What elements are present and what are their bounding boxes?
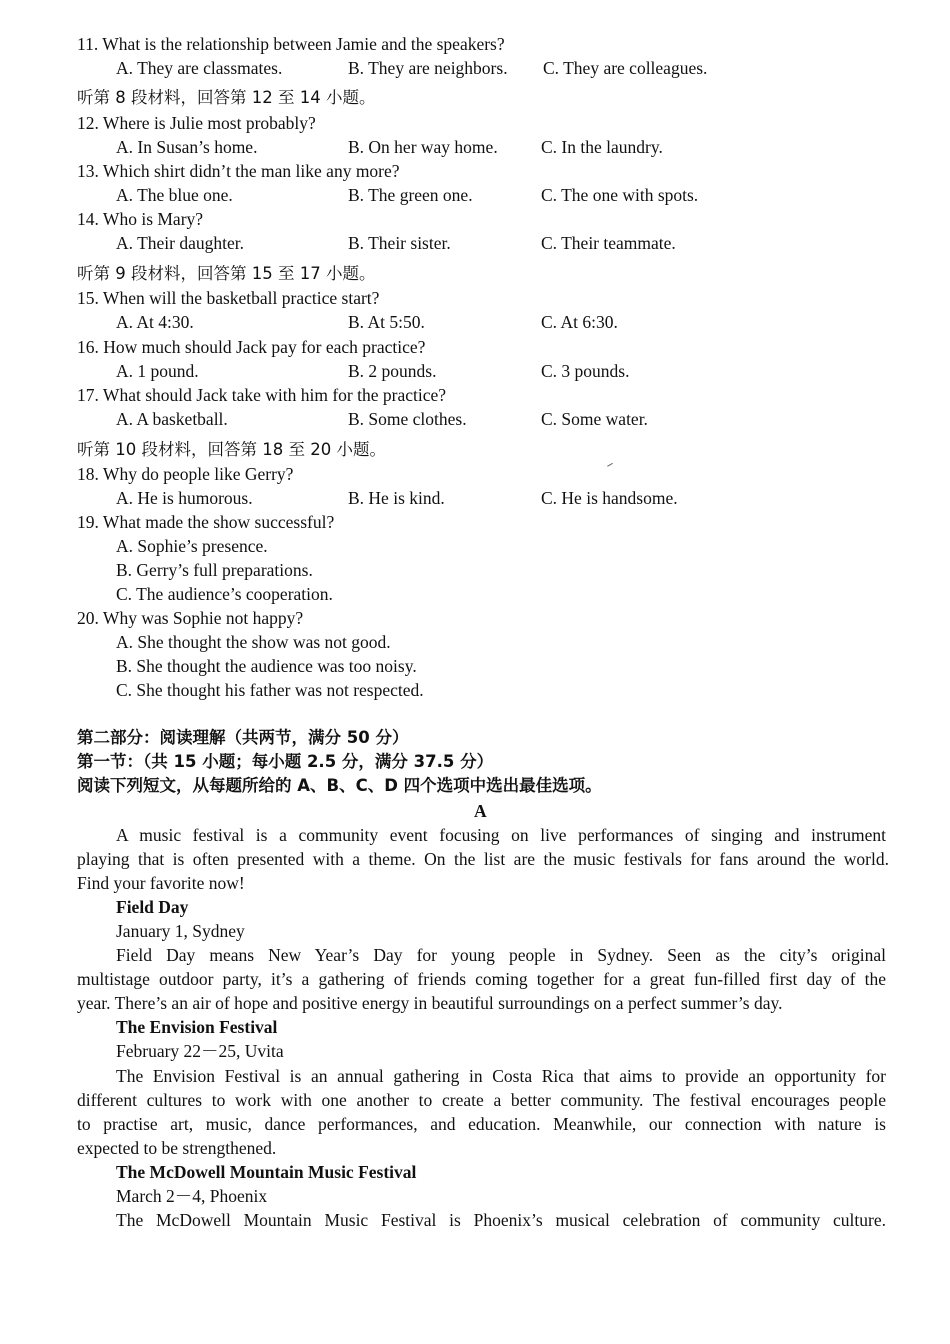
passage-intro-line: playing that is often presented with a theme. On the list are the music festivals for fans around the world. <box>77 849 889 869</box>
q15-option-b: B. At 5:50. <box>348 312 425 332</box>
q19-option-c: C. The audience’s cooperation. <box>116 584 333 604</box>
q14-option-b: B. Their sister. <box>348 233 451 253</box>
question-12: 12. Where is Julie most probably? <box>77 113 316 133</box>
q20-option-a: A. She thought the show was not good. <box>116 632 391 652</box>
section-8-heading: 听第 8 段材料，回答第 12 至 14 小题。 <box>77 88 376 107</box>
passage-intro-line: A music festival is a community event focusing on live performances of singing and instrument <box>116 825 886 845</box>
q12-option-c: C. In the laundry. <box>541 137 663 157</box>
q17-option-b: B. Some clothes. <box>348 409 467 429</box>
stray-mark <box>607 463 615 470</box>
q14-option-a: A. Their daughter. <box>116 233 244 253</box>
q20-option-c: C. She thought his father was not respected. <box>116 680 424 700</box>
section-9-heading: 听第 9 段材料，回答第 15 至 17 小题。 <box>77 264 376 283</box>
q17-option-a: A. A basketball. <box>116 409 228 429</box>
question-15: 15. When will the basketball practice start? <box>77 288 380 308</box>
q15-option-c: C. At 6:30. <box>541 312 618 332</box>
question-14: 14. Who is Mary? <box>77 209 204 229</box>
question-17: 17. What should Jack take with him for the practice? <box>77 385 447 405</box>
q18-option-c: C. He is handsome. <box>541 488 678 508</box>
part2-instruction: 阅读下列短文，从每题所给的 A、B、C、D 四个选项中选出最佳选项。 <box>77 776 602 795</box>
q13-option-a: A. The blue one. <box>116 185 233 205</box>
q16-option-c: C. 3 pounds. <box>541 361 630 381</box>
field-day-body-line: Field Day means New Year’s Day for young people in Sydney. Seen as the city’s original <box>116 945 886 965</box>
q16-option-b: B. 2 pounds. <box>348 361 437 381</box>
question-18: 18. Why do people like Gerry? <box>77 464 294 484</box>
q13-option-b: B. The green one. <box>348 185 473 205</box>
field-day-date: January 1, Sydney <box>116 921 245 941</box>
envision-body-line: to practise art, music, dance performances, and education. Meanwhile, our connection with nature is <box>77 1114 886 1134</box>
q18-option-b: B. He is kind. <box>348 488 445 508</box>
envision-body-line: different cultures to work with one another to create a better community. The festival encourages people <box>77 1090 886 1110</box>
envision-body-line: expected to be strengthened. <box>77 1138 277 1158</box>
part2-title: 第二部分：阅读理解（共两节，满分 50 分） <box>77 728 409 747</box>
q18-option-a: A. He is humorous. <box>116 488 253 508</box>
passage-intro-line: Find your favorite now! <box>77 873 245 893</box>
q14-option-c: C. Their teammate. <box>541 233 676 253</box>
field-day-title: Field Day <box>116 897 189 917</box>
question-13: 13. Which shirt didn’t the man like any more? <box>77 161 400 181</box>
part2-section1: 第一节：（共 15 小题；每小题 2.5 分，满分 37.5 分） <box>77 752 494 771</box>
question-11: 11. What is the relationship between Jamie and the speakers? <box>77 34 505 54</box>
envision-title: The Envision Festival <box>116 1017 278 1037</box>
question-19: 19. What made the show successful? <box>77 512 335 532</box>
q17-option-c: C. Some water. <box>541 409 648 429</box>
q11-option-b: B. They are neighbors. <box>348 58 508 78</box>
q11-option-a: A. They are classmates. <box>116 58 283 78</box>
q11-option-c: C. They are colleagues. <box>543 58 708 78</box>
question-16: 16. How much should Jack pay for each practice? <box>77 337 426 357</box>
mcdowell-title: The McDowell Mountain Music Festival <box>116 1162 417 1182</box>
mcdowell-body-line: The McDowell Mountain Music Festival is Phoenix’s musical celebration of community culture. <box>116 1210 886 1230</box>
field-day-body-line: year. There’s an air of hope and positive energy in beautiful surroundings on a perfect summer’s day. <box>77 993 783 1013</box>
q16-option-a: A. 1 pound. <box>116 361 199 381</box>
q13-option-c: C. The one with spots. <box>541 185 699 205</box>
envision-date: February 22－25, Uvita <box>116 1041 284 1061</box>
q19-option-a: A. Sophie’s presence. <box>116 536 268 556</box>
q12-option-b: B. On her way home. <box>348 137 498 157</box>
q19-option-b: B. Gerry’s full preparations. <box>116 560 313 580</box>
section-10-heading: 听第 10 段材料，回答第 18 至 20 小题。 <box>77 440 386 459</box>
q15-option-a: A. At 4:30. <box>116 312 194 332</box>
envision-body-line: The Envision Festival is an annual gathering in Costa Rica that aims to provide an opportunity for <box>116 1066 886 1086</box>
field-day-body-line: multistage outdoor party, it’s a gathering of friends coming together for a great fun-filled first day of the <box>77 969 886 989</box>
passage-letter: A <box>474 801 487 821</box>
mcdowell-date: March 2－4, Phoenix <box>116 1186 268 1206</box>
q20-option-b: B. She thought the audience was too noisy. <box>116 656 417 676</box>
question-20: 20. Why was Sophie not happy? <box>77 608 304 628</box>
q12-option-a: A. In Susan’s home. <box>116 137 258 157</box>
